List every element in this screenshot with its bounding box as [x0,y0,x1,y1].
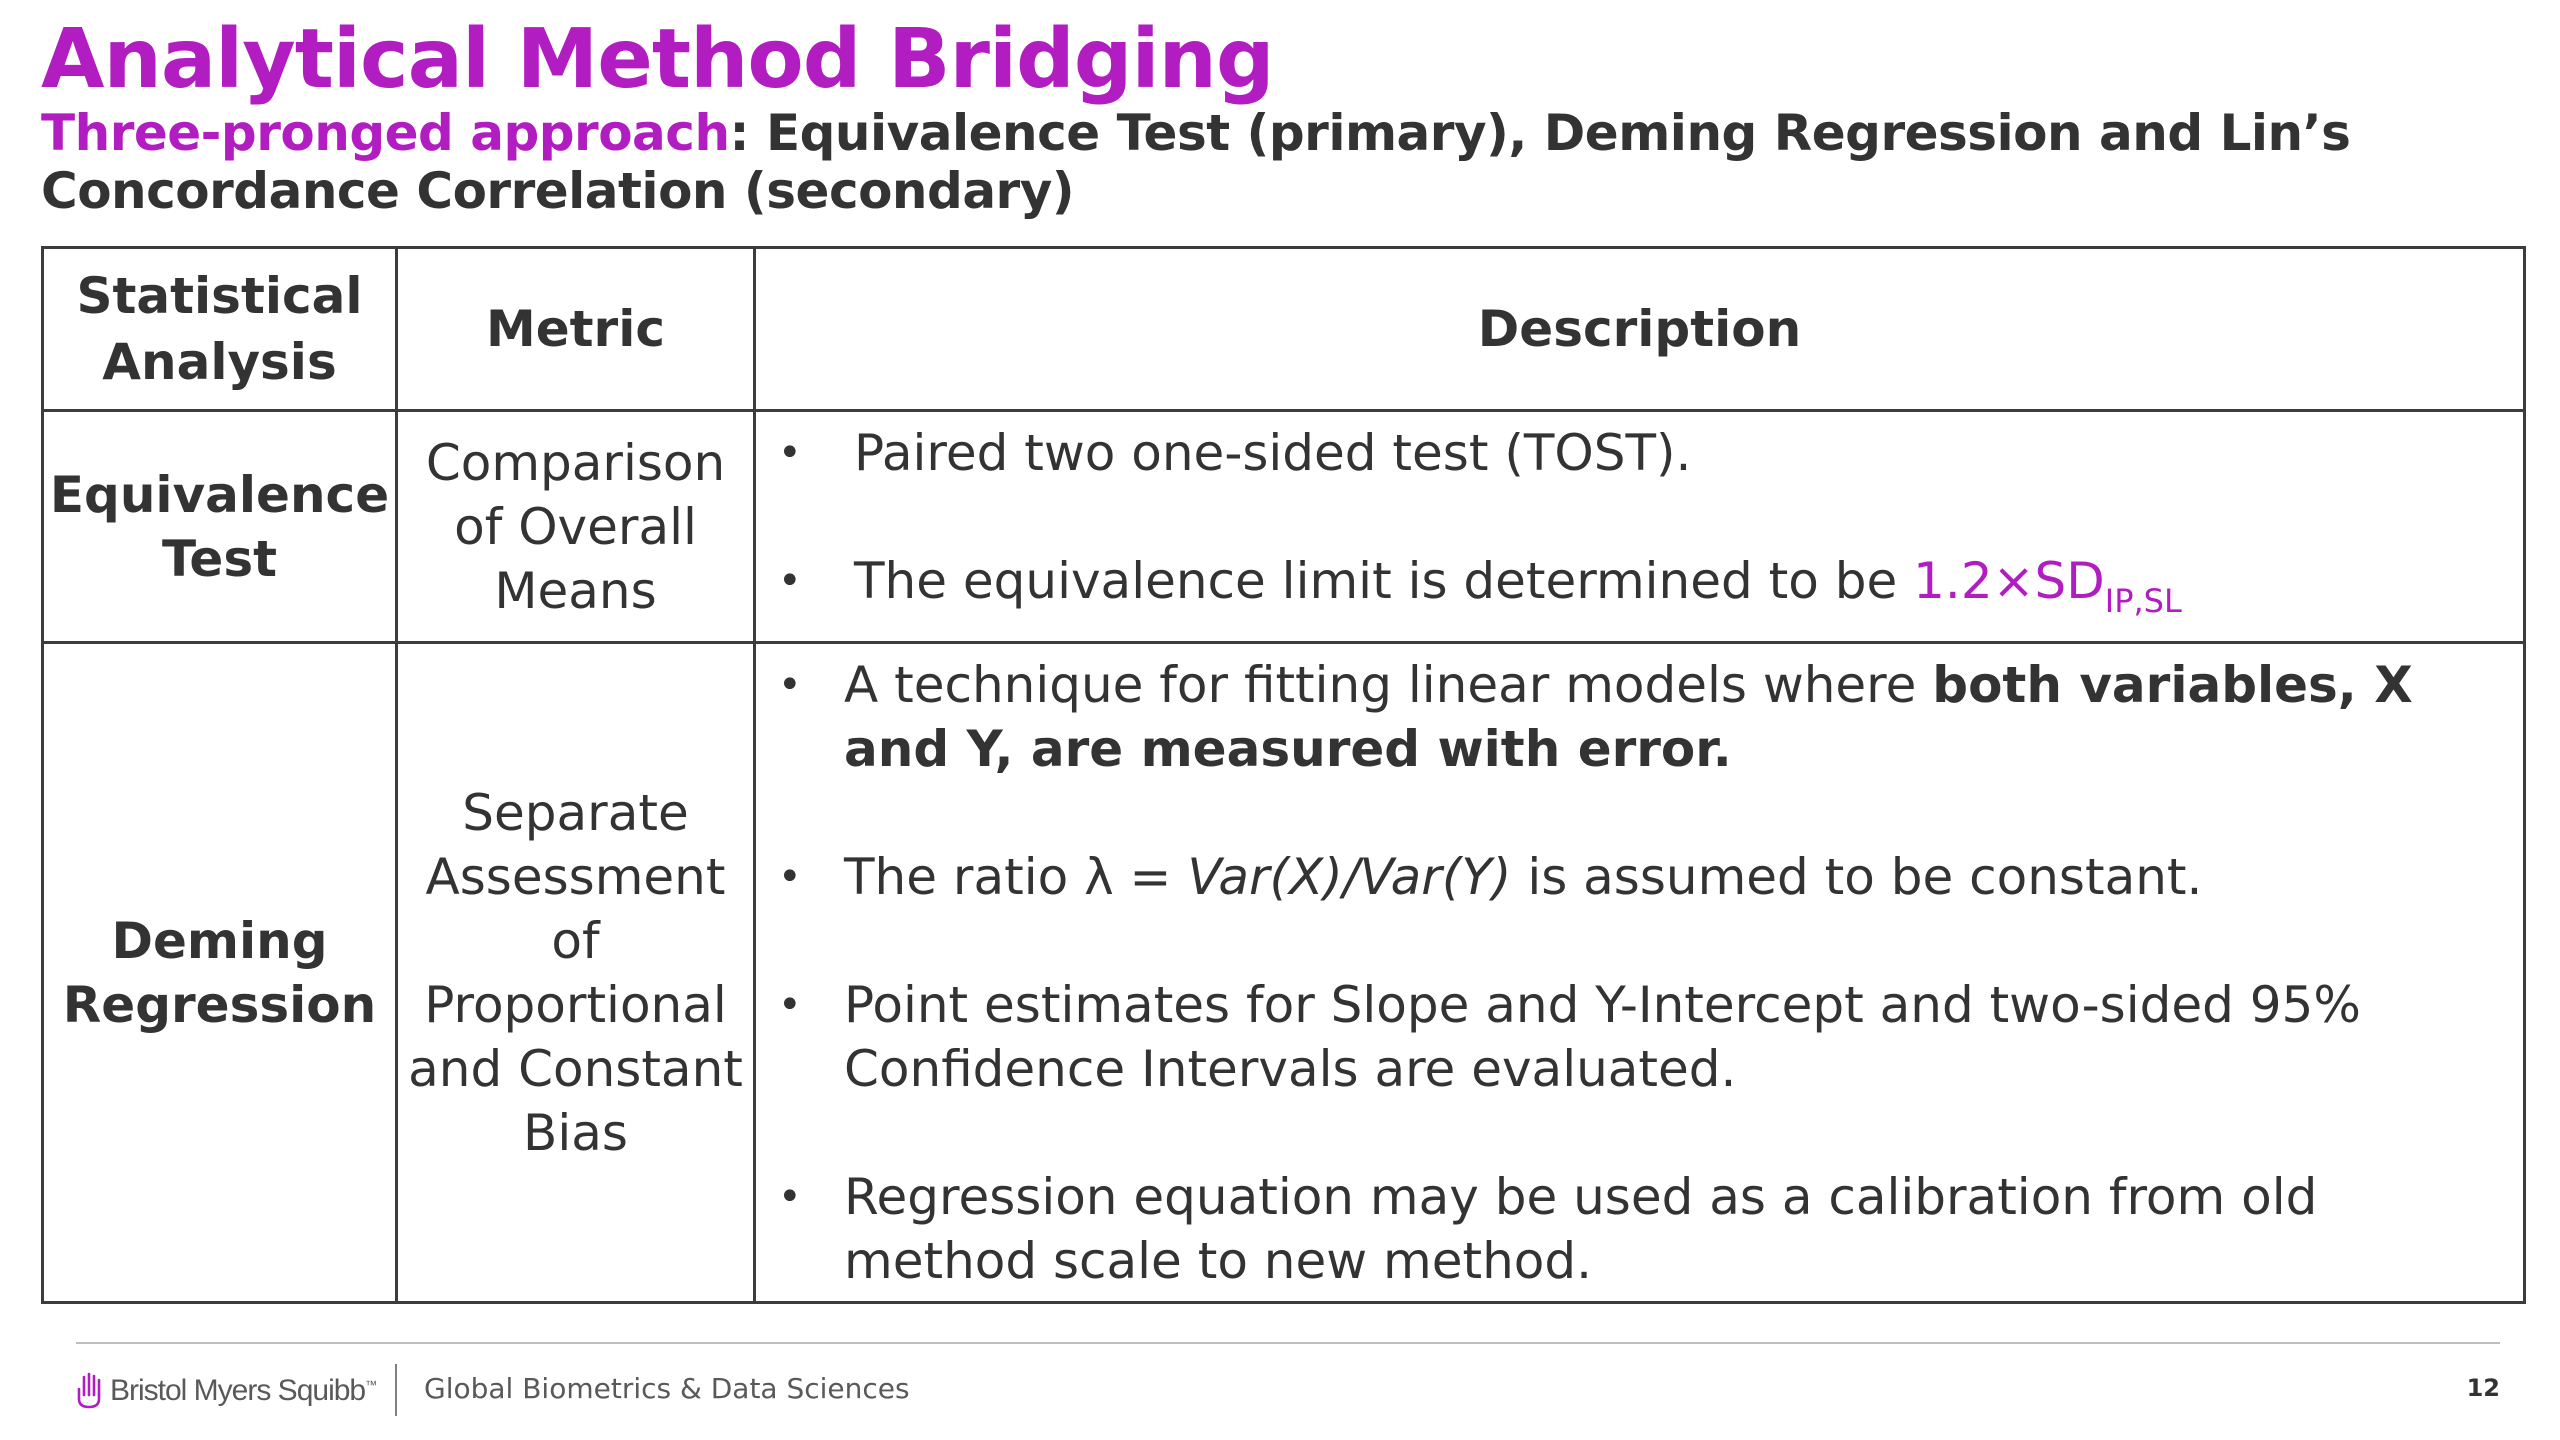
table-row-deming [43,643,2525,1303]
subtitle-rest: : Equivalence Test (primary), Deming Regression and Lin’s Concordance Correlation (secondary) [41,104,2351,220]
footer-divider [76,1342,2500,1344]
header-description: Description [755,248,2525,411]
footer-logo [76,1366,376,1416]
bullet-item [776,845,2499,909]
equivalence-limit-value [1913,551,2182,620]
footer-department: Global Biometrics & Data Sciences [424,1372,910,1405]
page-number: 12 [2466,1374,2500,1402]
header-metric: Metric [397,248,755,411]
bullet-item: • Point estimates for Slope and Y-Intercept and two-sided 95% Confidence Intervals are evaluated. [776,973,2499,1101]
bullet-text: The ratio λ = [844,847,1188,906]
bullet-text: A technique for fitting linear models where [844,655,1933,714]
row-description-deming [755,643,2525,1303]
row-description-equivalence [755,411,2525,643]
row-metric-deming: Separate Assessment of Proportional and Constant Bias [397,643,755,1303]
header-statistical-analysis: Statistical Analysis [43,248,397,411]
slide-subtitle [41,104,2521,220]
bullet-text: is assumed to be constant. [1511,847,2203,906]
row-metric-equivalence: Comparison of Overall Means [397,411,755,643]
bullet-bold-text: both variables, X and Y, are measured with error. [844,655,2413,778]
table-row-equivalence [43,411,2525,643]
subtitle-lead: Three-pronged approach [41,104,730,162]
bullet-item: • Regression equation may be used as a calibration from old method scale to new method. [776,1165,2499,1293]
bullet-list [776,421,2499,633]
variance-ratio-formula: Var(X)/Var(Y) [1187,847,1512,906]
bullet-item: • Paired two one-sided test (TOST). [776,421,2499,485]
trademark-mark: ™ [365,1378,377,1392]
bullet-text: The equivalence limit is determined to be [854,551,1914,610]
row-analysis-deming: Deming Regression [43,643,397,1303]
row-analysis-equivalence: Equivalence Test [43,411,397,643]
bullet-item [776,549,2499,633]
slide-title: Analytical Method Bridging [41,12,1274,107]
limit-value: 1.2×SD [1913,551,2105,610]
brand-text: Bristol Myers Squibb [110,1374,366,1407]
bms-hand-icon [76,1371,104,1411]
limit-subscript: IP,SL [2104,581,2182,620]
bullet-list [776,653,2499,1293]
bullet-item [776,653,2499,781]
analysis-table [41,246,2526,1304]
footer-separator [395,1364,397,1416]
table-header-row [43,248,2525,411]
brand-name [110,1374,376,1408]
